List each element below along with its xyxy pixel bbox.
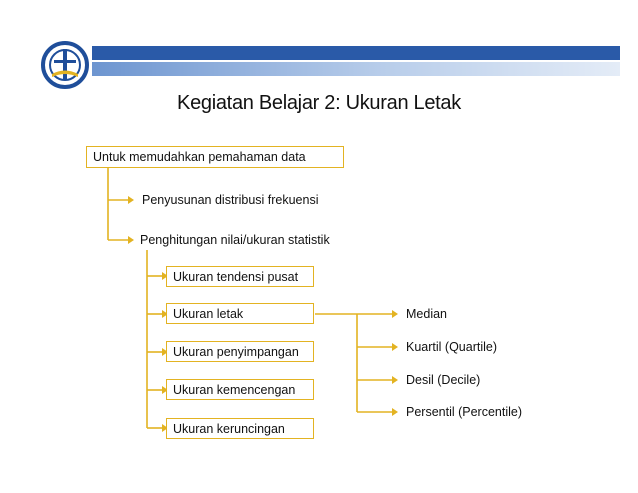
banner-band-light — [92, 62, 620, 76]
level2-box-dispersion: Ukuran penyimpangan — [166, 341, 314, 362]
banner-band-dark — [92, 46, 620, 60]
header-banner — [40, 40, 620, 88]
level3-item-quartile: Kuartil (Quartile) — [406, 340, 497, 354]
level3-item-percentile: Persentil (Percentile) — [406, 405, 523, 419]
level2-box-kurtosis: Ukuran keruncingan — [166, 418, 314, 439]
level3-item-median: Median — [406, 307, 447, 321]
level2-box-skewness: Ukuran kemencengan — [166, 379, 314, 400]
level1-item-statistics: Penghitungan nilai/ukuran statistik — [140, 233, 330, 247]
page-title: Kegiatan Belajar 2: Ukuran Letak — [177, 92, 461, 114]
level2-box-central-tendency: Ukuran tendensi pusat — [166, 266, 314, 287]
level2-box-location: Ukuran letak — [166, 303, 314, 324]
level1-item-frequency-distribution: Penyusunan distribusi frekuensi — [142, 193, 319, 207]
university-logo-icon — [40, 40, 90, 90]
root-box: Untuk memudahkan pemahaman data — [86, 146, 344, 168]
level3-item-decile: Desil (Decile) — [406, 373, 481, 387]
